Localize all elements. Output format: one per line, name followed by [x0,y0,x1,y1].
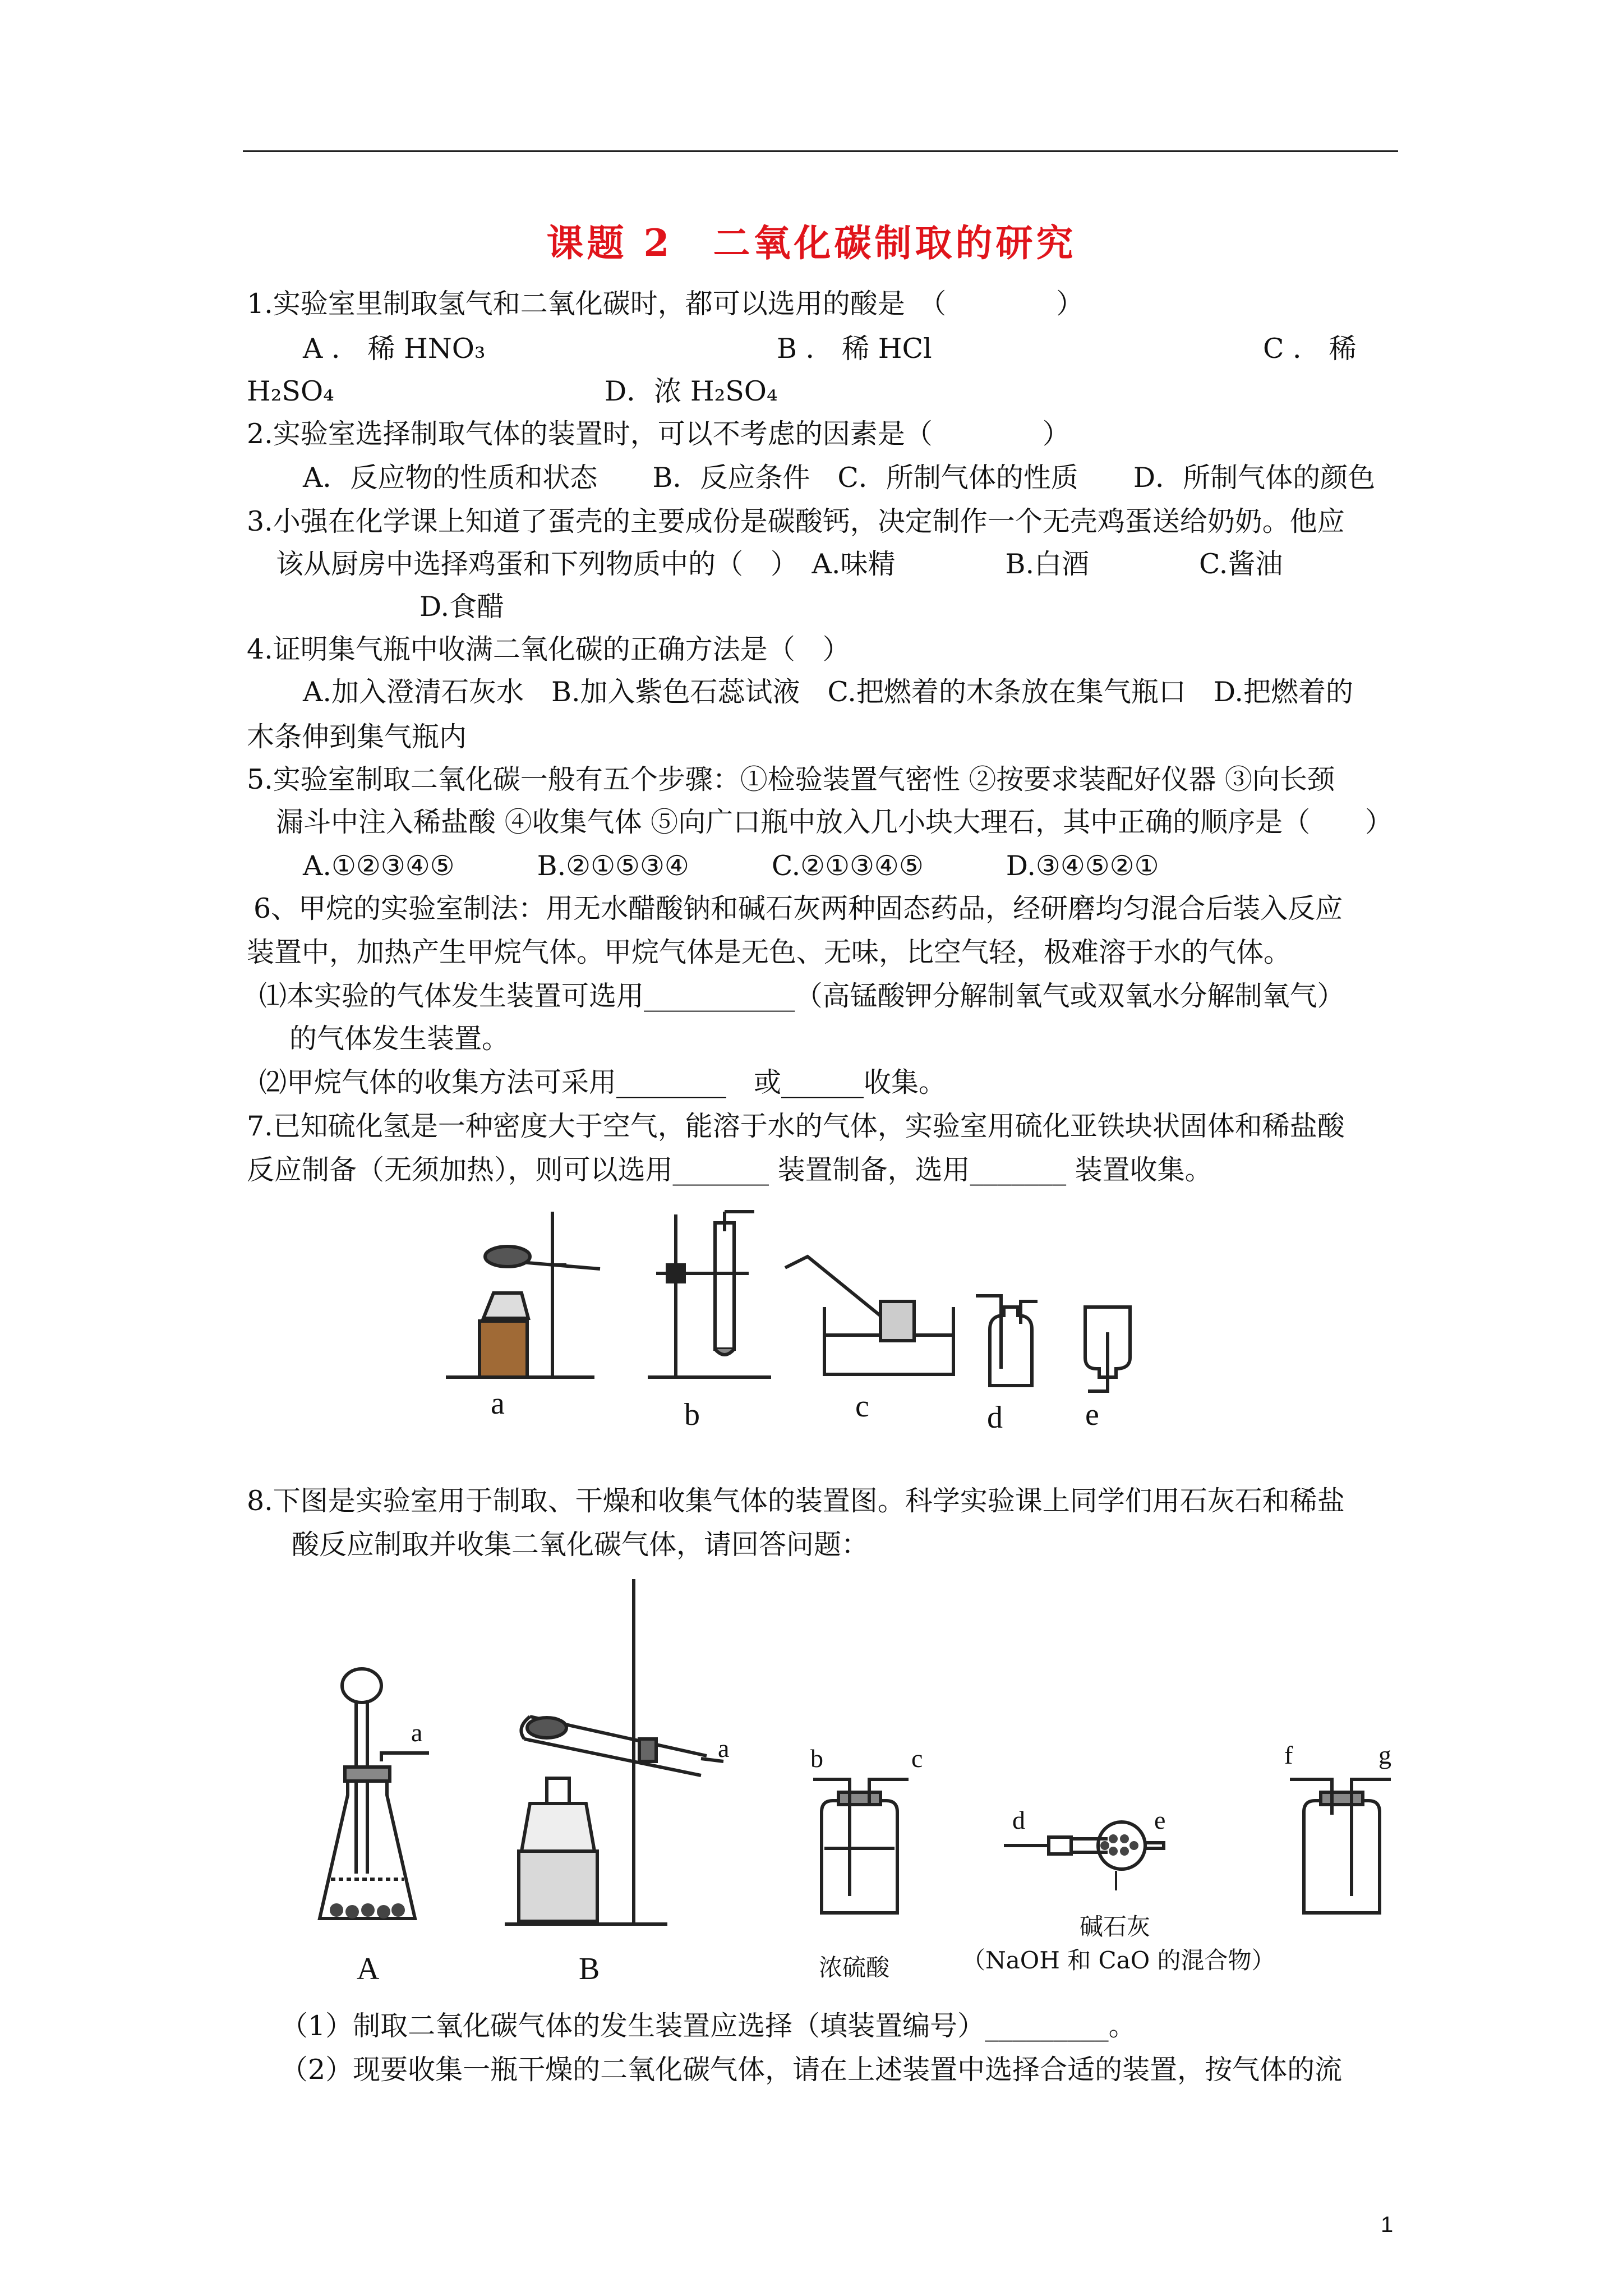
apparatus-B-heating [505,1579,723,1924]
page-title: 课题 2 二氧化碳制取的研究 [546,221,1077,265]
q3-stem-cont: 该从厨房中选择鸡蛋和下列物质中的（ ） A.味精 B.白酒 C.酱油 [276,548,1283,580]
bottle-f-g [1290,1779,1391,1913]
q6-stem: 6、甲烷的实验室制法：用无水醋酸钠和碱石灰两种固态药品，经研磨均匀混合后装入反应 [253,892,1343,924]
fig2-port-a2: a [718,1734,730,1763]
fig2-port-f: f [1284,1741,1293,1769]
q4-stem: 4.证明集气瓶中收满二氧化碳的正确方法是（ ） [247,633,850,665]
q8-part1: （1）制取二氧化碳气体的发生装置应选择（填装置编号）_________。 [280,2010,1136,2042]
q1-option-b: B ． 稀 HCl [777,333,932,365]
q3-stem: 3.小强在化学课上知道了蛋壳的主要成份是碳酸钙，决定制作一个无壳鸡蛋送给奶奶。他应 [247,505,1345,537]
fig1-label-c: c [855,1389,869,1424]
q8-stem: 8.下图是实验室用于制取、干燥和收集气体的装置图。科学实验课上同学们用石灰石和稀盐 [247,1485,1345,1517]
fig2-port-d: d [1012,1806,1025,1834]
fig2-port-c: c [911,1744,923,1773]
q7-stem-cont: 反应制备（无须加热），则可以选用_______ 装置制备，选用_______ 装置收集。 [247,1154,1212,1186]
fig2-port-g: g [1378,1741,1391,1769]
q8-part2: （2）现要收集一瓶干燥的二氧化碳气体，请在上述装置中选择合适的装置，按气体的流 [280,2054,1343,2086]
q7-stem: 7.已知硫化氢是一种密度大于空气，能溶于水的气体，实验室用硫化亚铁块状固体和稀盐酸 [247,1110,1345,1142]
q1-option-a: A ． 稀 HNO₃ [303,333,486,365]
bottle-b-c [813,1779,909,1913]
fig1-label-b: b [684,1397,700,1432]
fig2-label-B: B [579,1952,600,1986]
fig1-label-d: d [987,1400,1003,1435]
q6-part1: ⑴本实验的气体发生装置可选用___________（高锰酸钾分解制氧气或双氧水分解制氧气） [259,980,1345,1012]
fig1-label-a: a [491,1386,505,1421]
q5-options: A.①②③④⑤ B.②①⑤③④ C.②①③④⑤ D.③④⑤②① [303,850,1159,882]
fig2-sodalime-label: 碱石灰 [1080,1913,1151,1940]
q3-option-d: D.食醋 [419,591,505,623]
q1-option-c: C ． 稀 [1263,333,1357,365]
q6-part1-cont: 的气体发生装置。 [289,1023,510,1055]
page-number: 1 [1381,2212,1394,2237]
q5-stem-cont: 漏斗中注入稀盐酸 ④收集气体 ⑤向广口瓶中放入几小块大理石，其中正确的顺序是（ ） [276,806,1393,838]
q4-options-cont: 木条伸到集气瓶内 [247,721,467,753]
q6-stem-cont: 装置中，加热产生甲烷气体。甲烷气体是无色、无味，比空气轻，极难溶于水的气体。 [247,936,1292,968]
q1-stem: 1.实验室里制取氢气和二氧化碳时，都可以选用的酸是 （ ） [247,288,1084,320]
fig2-port-a1: a [411,1718,423,1747]
q1-option-d: D．浓 H₂SO₄ [605,375,778,407]
q6-part2: ⑵甲烷气体的收集方法可采用________ 或______收集。 [259,1066,947,1098]
fig1-label-e: e [1085,1397,1099,1432]
q4-options: A.加入澄清石灰水 B.加入紫色石蕊试液 C.把燃着的木条放在集气瓶口 D.把燃着的 [303,676,1353,708]
q8-stem-cont: 酸反应制取并收集二氧化碳气体，请回答问题： [292,1529,869,1561]
fig2-port-e: e [1154,1806,1166,1834]
fig2-sodalime-note: （NaOH 和 CaO 的混合物） [962,1947,1275,1974]
drying-tube-d-e [1004,1822,1164,1890]
fig2-h2so4-label: 浓硫酸 [819,1954,890,1981]
q1-option-c-cont: H₂SO₄ [247,375,334,407]
apparatus-A-flask [320,1669,429,1918]
fig2-port-b: b [810,1744,823,1773]
q2-options: A．反应物的性质和状态 B．反应条件 C．所制气体的性质 D．所制气体的颜色 [303,462,1376,494]
fig2-label-A: A [357,1952,380,1986]
q2-stem: 2.实验室选择制取气体的装置时，可以不考虑的因素是（ ） [247,418,1070,450]
q5-stem: 5.实验室制取二氧化碳一般有五个步骤：①检验装置气密性 ②按要求装配好仪器 ③向长颈 [247,763,1335,795]
